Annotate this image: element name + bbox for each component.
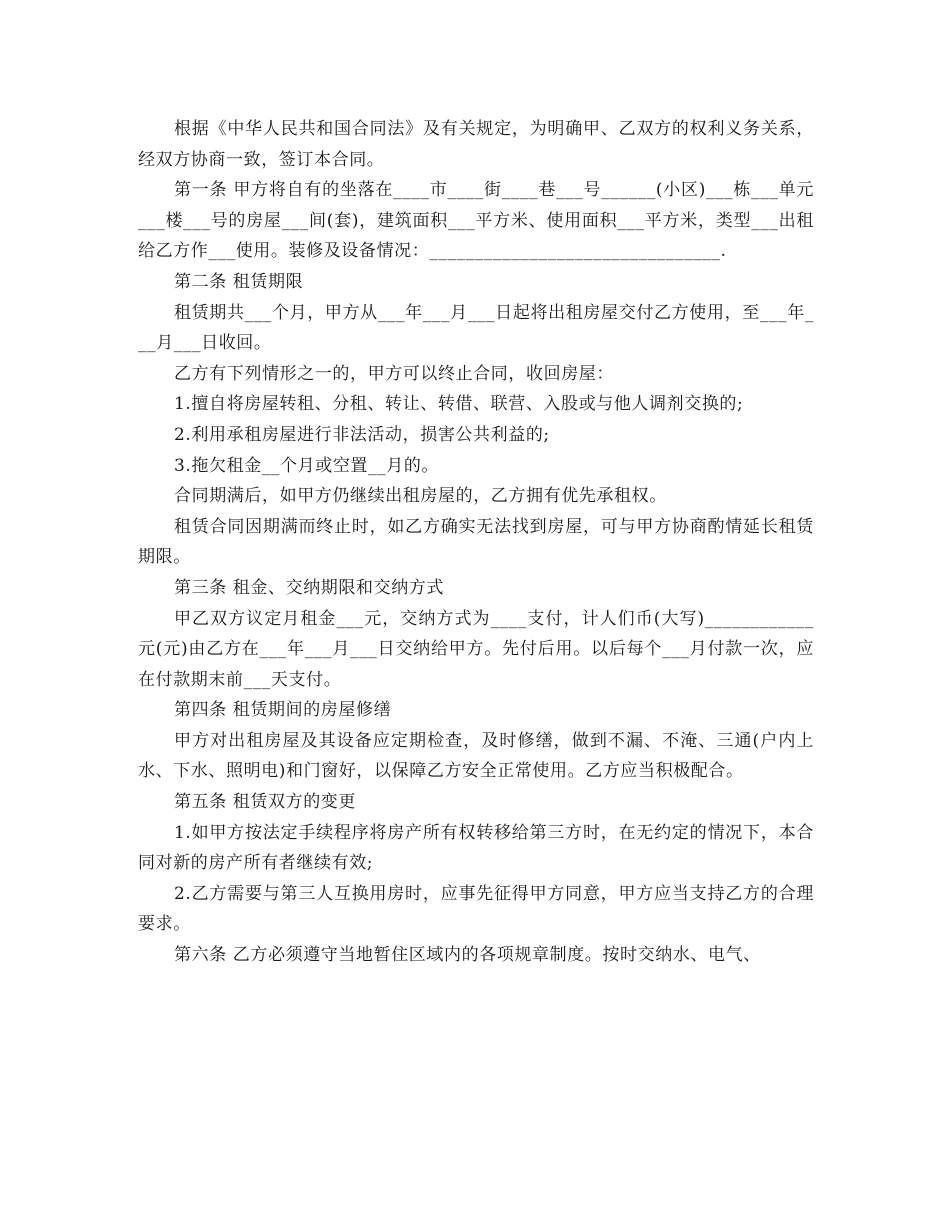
article-1-paragraph: 第一条 甲方将自有的坐落在____市____街____巷___号______(小区)___栋___单元___楼___号的房屋___间(套)，建筑面积___平方米、使用面积___平方米，类型___出租给乙方作___使用。装修及设备情况：________________________________.: [138, 180, 814, 262]
change-item-1: 1.如甲方按法定手续程序将房产所有权转移给第三方时，在无约定的情况下，本合同对新的房产所有者继续有效;: [138, 822, 814, 874]
lease-term-paragraph: 租赁期共___个月，甲方从___年___月___日起将出租房屋交付乙方使用，至___年___月___日收回。: [138, 302, 814, 354]
termination-intro-paragraph: 乙方有下列情形之一的，甲方可以终止合同，收回房屋：: [174, 363, 614, 384]
article-2-heading: 第二条 租赁期限: [174, 271, 304, 292]
contract-body: [138, 114, 814, 971]
termination-item-1: 1.擅自将房屋转租、分租、转让、转借、联营、入股或与他人调剂交换的;: [174, 394, 744, 415]
renewal-priority-paragraph: 合同期满后，如甲方仍继续出租房屋的，乙方拥有优先承租权。: [174, 486, 667, 507]
termination-item-3: 3.拖欠租金__个月或空置__月的。: [174, 455, 440, 476]
extension-paragraph: 租赁合同因期满而终止时，如乙方确实无法找到房屋，可与甲方协商酌情延长租赁期限。: [138, 516, 814, 568]
article-6-paragraph: 第六条 乙方必须遵守当地暂住区域内的各项规章制度。按时交纳水、电气、: [174, 945, 761, 966]
article-3-heading: 第三条 租金、交纳期限和交纳方式: [174, 577, 445, 598]
preamble-paragraph: 根据《中华人民共和国合同法》及有关规定，为明确甲、乙双方的权利义务关系，经双方协商一致，签订本合同。: [138, 119, 814, 170]
article-4-heading: 第四条 租赁期间的房屋修缮: [174, 700, 392, 721]
repair-paragraph: 甲方对出租房屋及其设备应定期检查，及时修缮，做到不漏、不淹、三通(户内上水、下水、照明电)和门窗好，以保障乙方安全正常使用。乙方应当积极配合。: [138, 730, 814, 782]
rent-payment-paragraph: 甲乙双方议定月租金___元，交纳方式为____支付，计人们币(大写)____________元(元)由乙方在___年___月___日交纳给甲方。先付后用。以后每个___月付款一次，应在付款期末前___天支付。: [138, 608, 814, 690]
change-item-2: 2.乙方需要与第三人互换用房时，应事先征得甲方同意，甲方应当支持乙方的合理要求。: [138, 883, 814, 935]
article-5-heading: 第五条 租赁双方的变更: [174, 792, 357, 813]
termination-item-2: 2.利用承租房屋进行非法活动，损害公共利益的;: [174, 424, 550, 445]
